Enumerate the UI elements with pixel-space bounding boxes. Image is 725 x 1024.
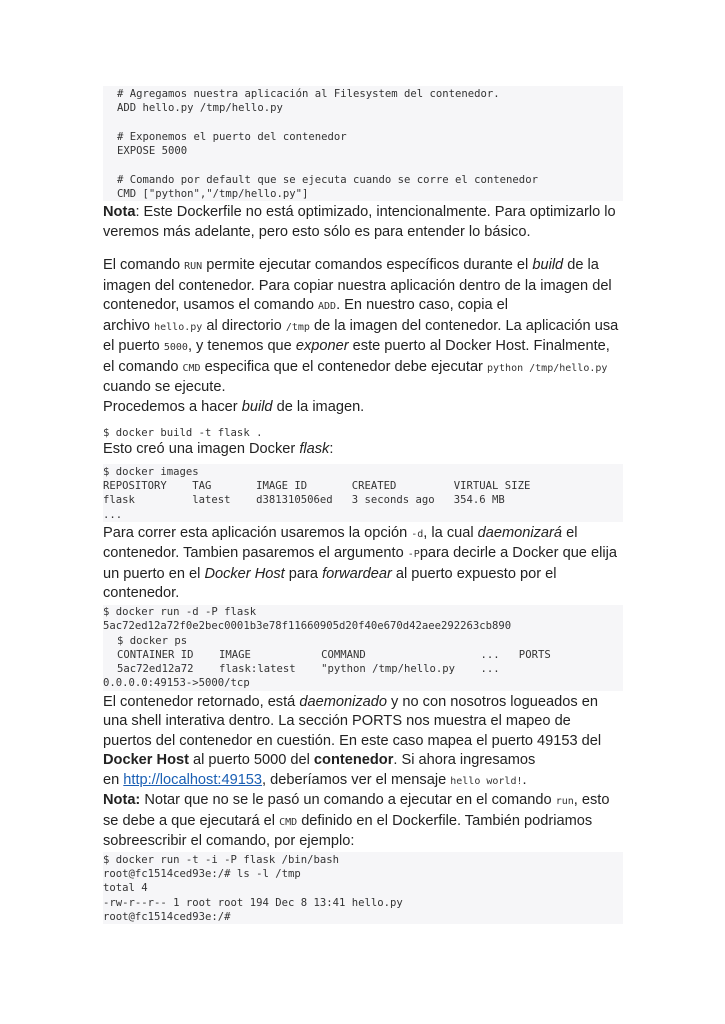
code-line <box>103 158 623 172</box>
text-run: , la cual <box>423 524 478 541</box>
text-run: de la imagen del contenedor. La aplicación usa el puerto <box>103 317 619 354</box>
inline-code: RUN <box>184 261 203 272</box>
code-block-run <box>103 605 623 691</box>
em-text: forwardear <box>322 565 392 582</box>
em-text: build <box>241 398 273 415</box>
inline-code: python /tmp/hello.py <box>486 362 608 374</box>
code-line: # Exponemos el puerto del contenedor <box>117 130 347 143</box>
text-run: de la imagen. <box>272 398 365 415</box>
text-run: . En nuestro caso, copia el <box>336 297 509 313</box>
inline-code: hello world! <box>450 775 523 787</box>
text-run: Notar que no se le pasó un comando a ejecutar en el comando <box>140 792 556 809</box>
code-line: $ docker images <box>103 465 199 478</box>
code-line: $ docker run -d -P flask <box>103 605 257 618</box>
paragraph-run-explanation <box>103 256 623 417</box>
code-line: # Comando por default que se ejecuta cuando se corre el contenedor <box>117 173 538 186</box>
strong-text: Nota: <box>103 792 141 809</box>
code-line: -rw-r--r-- 1 root root 194 Dec 8 13:41 hello.py <box>103 896 403 909</box>
em-text: flask <box>299 441 330 458</box>
text-run: , esto se debe a que ejecutará el <box>103 792 610 829</box>
strong-text: Docker Host <box>103 752 189 769</box>
text-run: El comando <box>103 257 185 273</box>
code-block-bash <box>103 852 623 924</box>
em-text: daemonizará <box>477 524 563 541</box>
code-line: CONTAINER ID IMAGE COMMAND ... PORTS <box>117 648 551 661</box>
inline-code: run <box>555 796 574 808</box>
paragraph-container-returned <box>103 693 623 852</box>
text-run: . Si ahora ingresamos <box>393 752 536 769</box>
inline-code: hello.py <box>154 321 203 333</box>
text-run: Procedemos a hacer <box>103 398 242 415</box>
code-line: $ docker run -t -i -P flask /bin/bash <box>103 853 339 866</box>
text-run: el contenedor. Tambien pasaremos el argumento <box>103 524 578 562</box>
text-run: : Este Dockerfile no está optimizado, intencionalmente. Para optimizarlo lo veremos más adelante, pero esto sólo es para entender lo básico. <box>103 204 616 240</box>
code-line <box>103 116 623 130</box>
text-run: especifica que el contenedor debe ejecutar <box>200 358 487 375</box>
code-line: REPOSITORY TAG IMAGE ID CREATED VIRTUAL SIZE <box>103 480 531 493</box>
code-line: CMD ["python","/tmp/hello.py"] <box>117 188 309 201</box>
code-block-build <box>103 426 623 440</box>
text-run: El contenedor retornado, está <box>103 693 300 710</box>
em-text: daemonizado <box>299 693 387 710</box>
text-run: archivo <box>103 317 155 334</box>
text-run: en <box>103 771 124 788</box>
text-run: , deberíamos ver el mensaje <box>262 771 451 788</box>
text-run: para <box>284 565 323 582</box>
text-run: . <box>522 771 527 788</box>
document-page <box>103 86 623 924</box>
code-block-images <box>103 464 623 522</box>
inline-code: /tmp <box>285 321 310 333</box>
em-text: Docker Host <box>204 565 285 582</box>
code-line: 5ac72ed12a72 flask:latest "python /tmp/hello.py ... <box>117 663 500 676</box>
code-line: EXPOSE 5000 <box>117 145 188 158</box>
code-line: 5ac72ed12a72f0e2bec0001b3e78f11660905d20f40e670d42aee292263cb890 <box>103 620 512 633</box>
code-line: 0.0.0.0:49153->5000/tcp <box>103 677 250 690</box>
em-text: build <box>532 257 564 273</box>
text-run: de la imagen del contenedor. Para copiar nuestra aplicación dentro de la imagen del contenedor, usamos el comando <box>103 257 612 313</box>
inline-code: -d <box>411 528 424 540</box>
strong-text: Nota <box>103 204 136 220</box>
inline-code: CMD <box>182 362 201 374</box>
em-text: exponer <box>295 338 349 354</box>
code-line: root@fc1514ced93e:/# ls -l /tmp <box>103 868 301 881</box>
text-run: Para correr esta aplicación usaremos la opción <box>103 524 412 541</box>
text-run: Esto creó una imagen Docker <box>103 441 300 458</box>
paragraph-run-options <box>103 524 623 604</box>
paragraph-nota-dockerfile <box>103 203 623 242</box>
code-line: ... <box>103 508 123 521</box>
text-run: cuando se ejecute. <box>103 379 226 395</box>
text-run: al puerto expuesto por el contenedor. <box>103 565 557 602</box>
text-run: y no con nosotros logueados en una shell interativa dentro. La sección PORTS nos muestra el mapeo de puertos del contenedor en cuestión. En este caso mapea el puerto 49153 del <box>103 693 602 749</box>
code-line: $ docker ps <box>117 634 188 647</box>
localhost-link[interactable]: http://localhost:49153 <box>123 771 263 788</box>
inline-code: 5000 <box>163 342 188 353</box>
text-run: : <box>329 441 334 458</box>
code-line: # Agregamos nuestra aplicación al Filesystem del contenedor. <box>117 88 500 100</box>
paragraph-image-created <box>103 440 623 460</box>
inline-code: CMD <box>279 816 298 828</box>
inline-code: ADD <box>318 301 337 312</box>
text-run: al directorio <box>202 317 286 334</box>
code-line: flask latest d381310506ed 3 seconds ago 354.6 MB <box>103 494 505 507</box>
code-line: $ docker build -t flask . <box>103 427 263 439</box>
code-line: total 4 <box>103 882 148 895</box>
code-line: ADD hello.py /tmp/hello.py <box>117 102 283 115</box>
text-run: para decirle a Docker que elija un puerto en el <box>103 545 617 582</box>
code-line: root@fc1514ced93e:/# <box>103 910 231 923</box>
code-block-dockerfile <box>103 86 623 201</box>
text-run: definido en el Dockerfile. También podriamos sobreescribir el comando, por ejemplo: <box>103 812 593 850</box>
text-run: al puerto 5000 del <box>188 752 314 769</box>
text-run: permite ejecutar comandos específicos durante el <box>202 257 533 273</box>
inline-code: -P <box>407 549 420 561</box>
strong-text: contenedor <box>313 752 394 769</box>
text-run: , y tenemos que <box>187 338 296 354</box>
text-run: este puerto al Docker Host. Finalmente, el comando <box>103 338 610 375</box>
